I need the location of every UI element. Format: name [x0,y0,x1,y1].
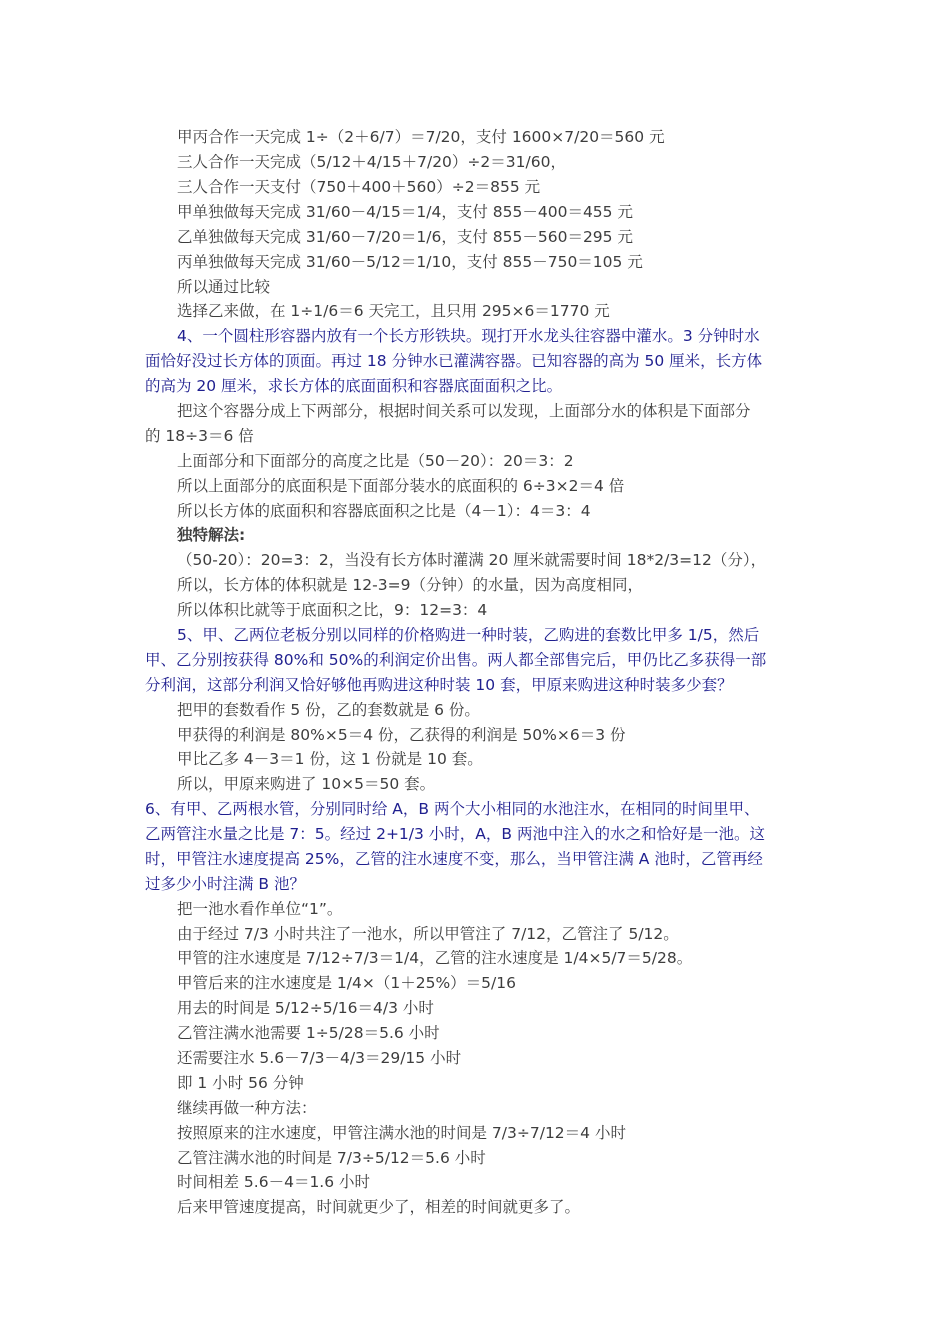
text-line: 继续再做一种方法： [177,1099,317,1117]
question-line: 6、有甲、乙两根水管，分别同时给 A，B 两个大小相同的水池注水，在相同的时间里甲、 [145,800,760,818]
text-line: 用去的时间是 5/12÷5/16＝4/3 小时 [177,999,434,1017]
text-line: 甲丙合作一天完成 1÷（2＋6/7）＝7/20，支付 1600×7/20＝560 元 [177,128,665,146]
question-line: 5、甲、乙两位老板分别以同样的价格购进一种时装，乙购进的套数比甲多 1/5，然后 [177,626,760,644]
question-line: 面恰好没过长方体的顶面。再过 18 分钟水已灌满容器。已知容器的高为 50 厘米，长方体 [145,352,763,370]
question-line: 4、一个圆柱形容器内放有一个长方形铁块。现打开水龙头往容器中灌水。3 分钟时水 [177,327,760,345]
question-line: 过多少小时注满 B 池？ [145,875,305,893]
text-line: 把一池水看作单位“1”。 [177,900,343,918]
text-line: 即 1 小时 56 分钟 [177,1074,304,1092]
text-line: 三人合作一天支付（750＋400＋560）÷2＝855 元 [177,178,541,196]
text-line: 所以通过比较 [177,278,271,296]
text-line: 丙单独做每天完成 31/60－5/12＝1/10，支付 855－750＝105 元 [177,253,643,271]
question-line: 甲、乙分别按获得 80%和 50%的利润定价出售。两人都全部售完后，甲仍比乙多获得一部 [145,651,767,669]
text-line: 乙管注满水池的时间是 7/3÷5/12＝5.6 小时 [177,1149,486,1167]
question-line: 时，甲管注水速度提高 25%，乙管的注水速度不变，那么，当甲管注满 A 池时，乙管再经 [145,850,763,868]
question-line: 乙两管注水量之比是 7：5。经过 2+1/3 小时，A，B 两池中注入的水之和恰好是一池。这 [145,825,765,843]
text-line: 甲获得的利润是 80%×5＝4 份，乙获得的利润是 50%×6＝3 份 [177,726,626,744]
text-line: 甲管后来的注水速度是 1/4×（1＋25%）＝5/16 [177,974,516,992]
text-line: 甲比乙多 4－3＝1 份，这 1 份就是 10 套。 [177,750,483,768]
text-line: 甲单独做每天完成 31/60－4/15＝1/4，支付 855－400＝455 元 [177,203,633,221]
text-line: 甲管的注水速度是 7/12÷7/3＝1/4，乙管的注水速度是 1/4×5/7＝5/28。 [177,949,693,967]
alt-solution-title: 独特解法: [177,526,246,544]
text-line: 所以，长方体的体积就是 12-3=9（分钟）的水量，因为高度相同， [177,576,643,594]
text-line: 还需要注水 5.6－7/3－4/3＝29/15 小时 [177,1049,462,1067]
text-line: 时间相差 5.6－4＝1.6 小时 [177,1173,371,1191]
text-line: 把甲的套数看作 5 份，乙的套数就是 6 份。 [177,701,480,719]
text-line: 三人合作一天完成（5/12＋4/15＋7/20）÷2＝31/60， [177,153,566,171]
text-line: 按照原来的注水速度，甲管注满水池的时间是 7/3÷7/12＝4 小时 [177,1124,626,1142]
question-line: 分利润，这部分利润又恰好够他再购进这种时装 10 套，甲原来购进这种时装多少套？ [145,676,733,694]
text-line: 所以，甲原来购进了 10×5＝50 套。 [177,775,436,793]
text-line: 所以上面部分的底面积是下面部分装水的底面积的 6÷3×2＝4 倍 [177,477,625,495]
text-line: 所以体积比就等于底面积之比，9：12=3：4 [177,601,488,619]
text-line: 所以长方体的底面积和容器底面积之比是（4－1）：4＝3：4 [177,502,591,520]
text-line: 上面部分和下面部分的高度之比是（50－20）：20＝3：2 [177,452,574,470]
text-line: 选择乙来做，在 1÷1/6＝6 天完工，且只用 295×6＝1770 元 [177,302,610,320]
question-line: 的高为 20 厘米，求长方体的底面面积和容器底面面积之比。 [145,377,563,395]
text-line: 由于经过 7/3 小时共注了一池水，所以甲管注了 7/12，乙管注了 5/12。 [177,925,679,943]
text-line: 乙管注满水池需要 1÷5/28＝5.6 小时 [177,1024,440,1042]
text-line: 乙单独做每天完成 31/60－7/20＝1/6，支付 855－560＝295 元 [177,228,633,246]
text-line: 后来甲管速度提高，时间就更少了，相差的时间就更多了。 [177,1198,581,1216]
text-line: （50-20）：20=3：2，当没有长方体时灌满 20 厘米就需要时间 18*2/3=12（分）， [177,551,767,569]
text-line: 的 18÷3＝6 倍 [145,427,254,445]
text-line: 把这个容器分成上下两部分，根据时间关系可以发现，上面部分水的体积是下面部分 [177,402,751,420]
